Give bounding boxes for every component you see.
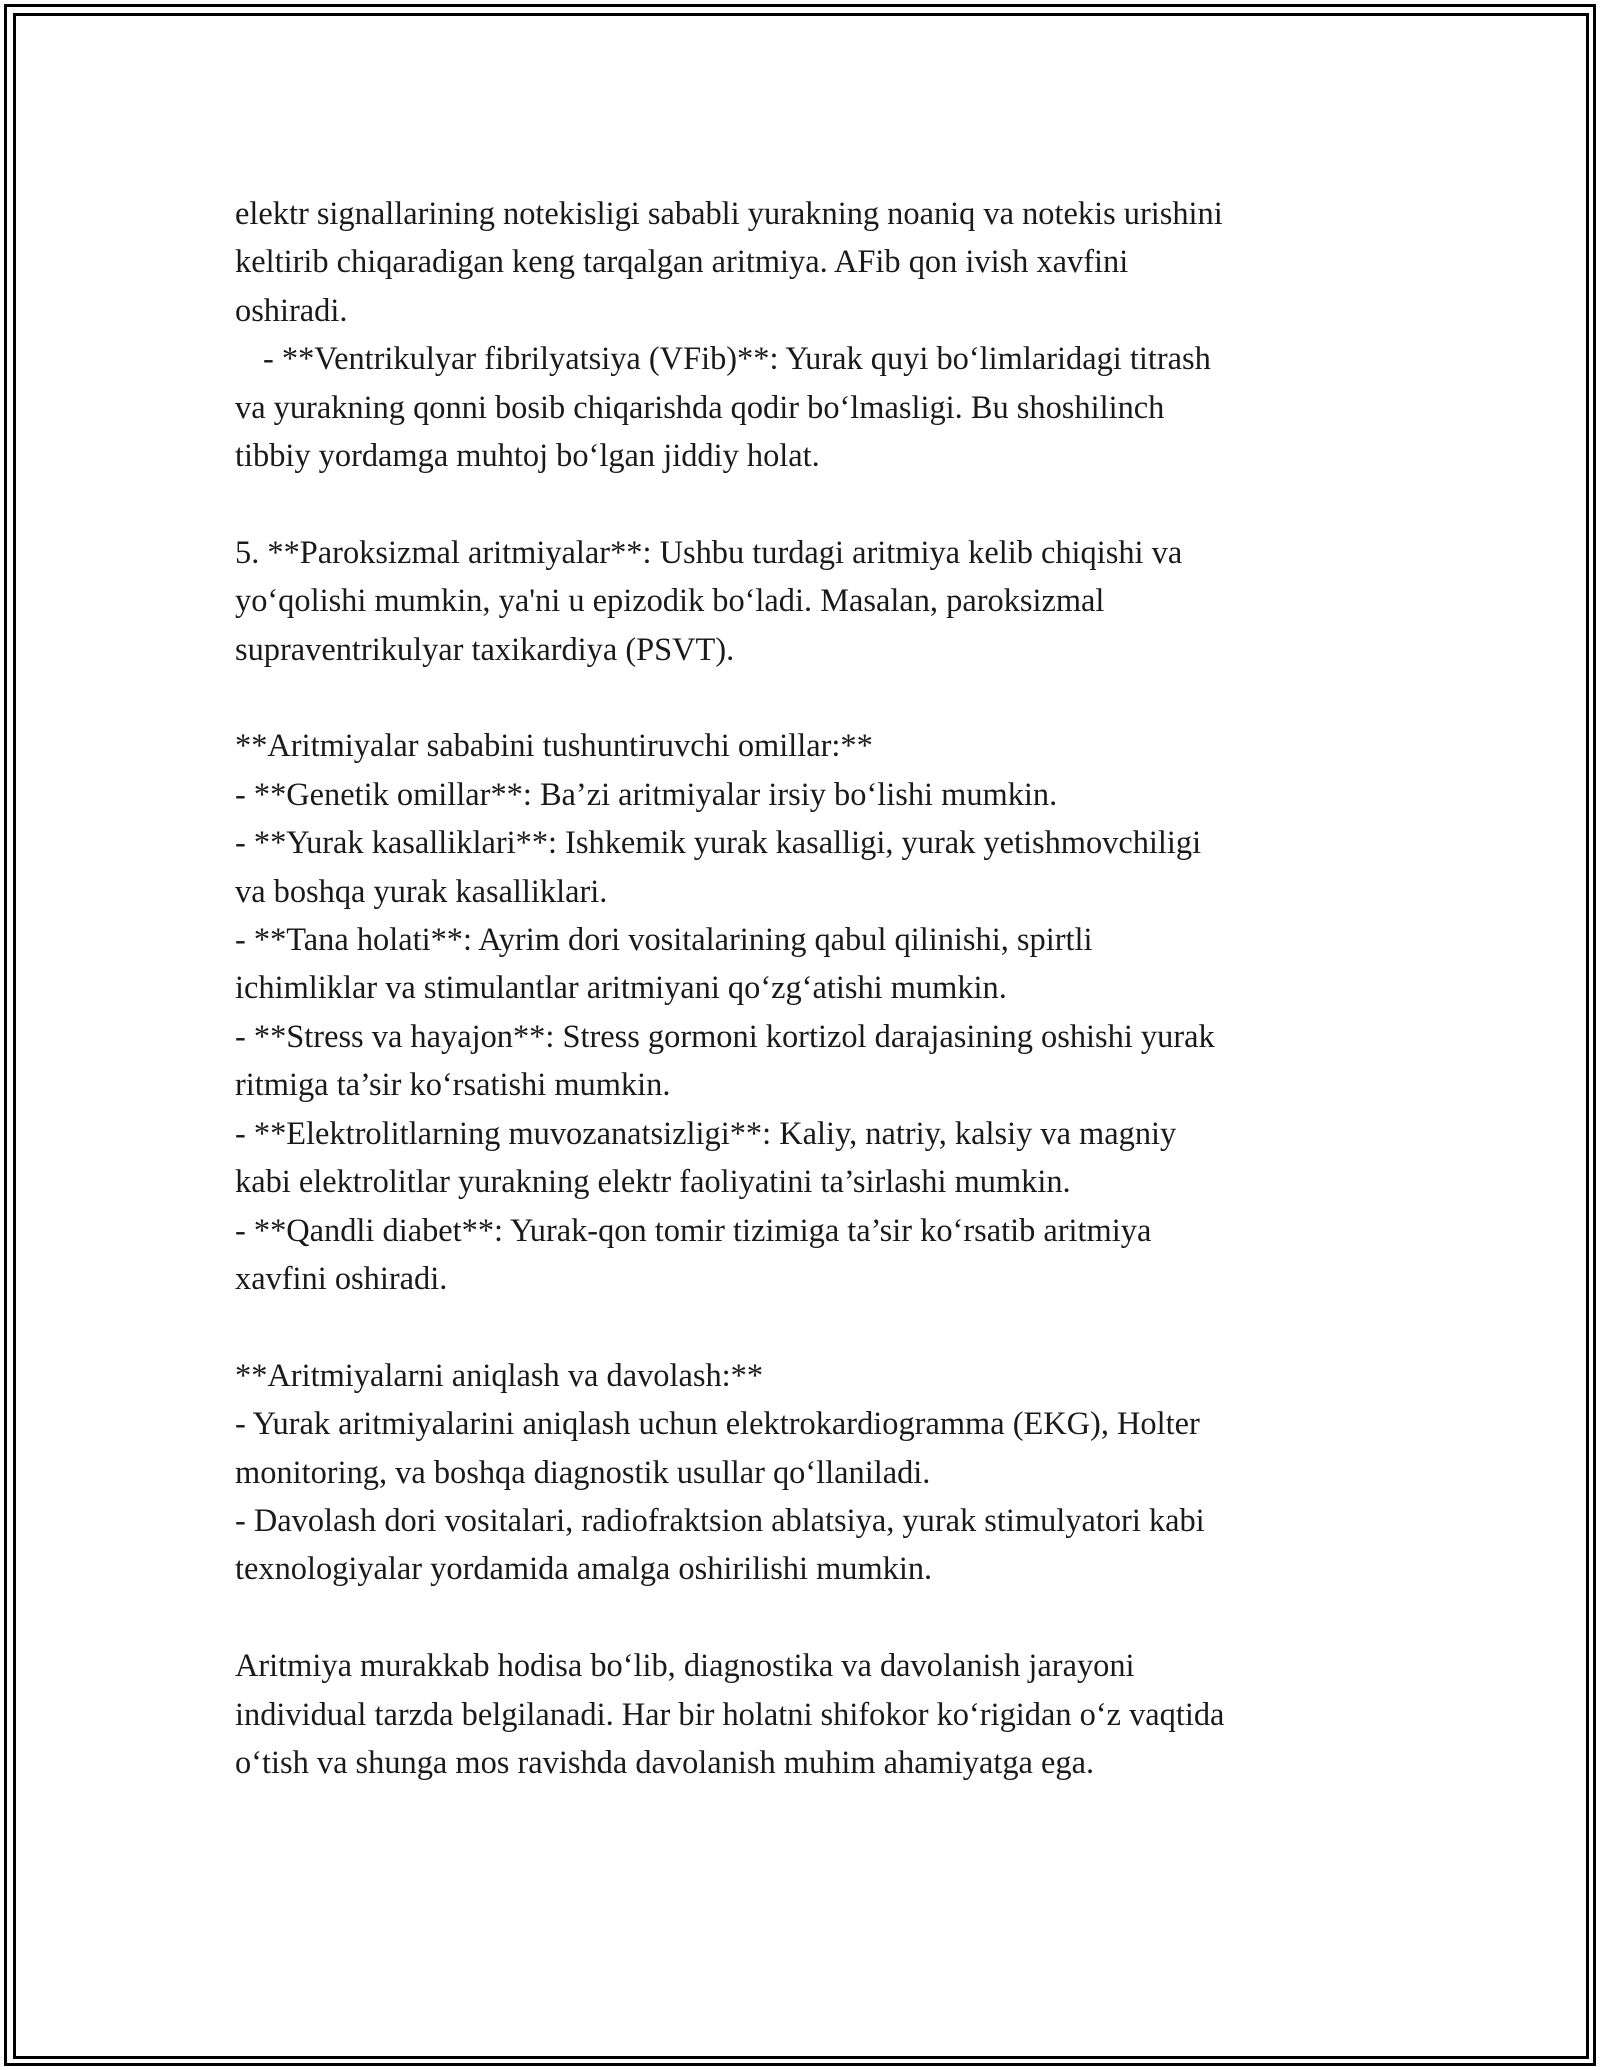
text-line: o‘tish va shunga mos ravishda davolanish muhim ahamiyatga ega. xyxy=(235,1744,1095,1781)
text-line: - **Stress va hayajon**: Stress gormoni kortizol darajasining oshishi yurak xyxy=(235,1018,1215,1055)
text-line: ritmiga ta’sir ko‘rsatishi mumkin. xyxy=(235,1067,671,1104)
text-line: - Yurak aritmiyalarini aniqlash uchun elektrokardiogramma (EKG), Holter xyxy=(235,1406,1200,1443)
text-line: Aritmiya murakkab hodisa bo‘lib, diagnostika va davolanish jarayoni xyxy=(235,1648,1135,1685)
text-line: va boshqa yurak kasalliklari. xyxy=(235,873,608,910)
text-line: oshiradi. xyxy=(235,292,348,329)
paragraph-gap xyxy=(235,1303,1375,1351)
text-line: 5. **Paroksizmal aritmiyalar**: Ushbu turdagi aritmiya kelib chiqishi va xyxy=(235,534,1183,571)
text-line: elektr signallarining notekisligi sababli yurakning noaniq va notekis urishini xyxy=(235,196,1223,232)
text-line: - Davolash dori vositalari, radiofraktsion ablatsiya, yurak stimulyatori kabi xyxy=(235,1502,1205,1539)
text-line: - **Qandli diabet**: Yurak-qon tomir tizimiga ta’sir ko‘rsatib aritmiya xyxy=(235,1212,1152,1249)
text-line: - **Ventrikulyar fibrilyatsiya (VFib)**: Yurak quyi bo‘limlaridagi titrash xyxy=(263,341,1211,378)
paragraph-gap xyxy=(235,674,1375,722)
text-line: - **Elektrolitlarning muvozanatsizligi**: Kaliy, natriy, kalsiy va magniy xyxy=(235,1115,1177,1152)
section-heading: **Aritmiyalar sababini tushuntiruvchi omillar:** xyxy=(235,728,873,765)
text-line: yo‘qolishi mumkin, ya'ni u epizodik bo‘ladi. Masalan, paroksizmal xyxy=(235,583,1105,620)
text-line: individual tarzda belgilanadi. Har bir holatni shifokor ko‘rigidan o‘z vaqtida xyxy=(235,1696,1225,1733)
text-line: va yurakning qonni bosib chiqarishda qodir bo‘lmasligi. Bu shoshilinch xyxy=(235,389,1165,426)
document-body xyxy=(235,190,1375,1787)
section-heading: **Aritmiyalarni aniqlash va davolash:** xyxy=(235,1357,764,1394)
paragraph-gap xyxy=(235,1594,1375,1642)
text-line: texnologiyalar yordamida amalga oshirilishi mumkin. xyxy=(235,1551,933,1588)
text-line: - **Genetik omillar**: Ba’zi aritmiyalar irsiy bo‘lishi mumkin. xyxy=(235,776,1058,813)
text-line: kabi elektrolitlar yurakning elektr faoliyatini ta’sirlashi mumkin. xyxy=(235,1164,1071,1201)
text-line: - **Tana holati**: Ayrim dori vositalarining qabul qilinishi, spirtli xyxy=(235,922,1093,959)
text-line: ichimliklar va stimulantlar aritmiyani qo‘zg‘atishi mumkin. xyxy=(235,970,1007,1007)
text-line: supraventrikulyar taxikardiya (PSVT). xyxy=(235,631,735,668)
text-line: tibbiy yordamga muhtoj bo‘lgan jiddiy holat. xyxy=(235,438,820,475)
text-line: monitoring, va boshqa diagnostik usullar qo‘llaniladi. xyxy=(235,1454,931,1491)
text-line: keltirib chiqaradigan keng tarqalgan aritmiya. AFib qon ivish xavfini xyxy=(235,244,1129,281)
text-line: xavfini oshiradi. xyxy=(235,1260,448,1297)
paragraph-gap xyxy=(235,480,1375,528)
text-line: - **Yurak kasalliklari**: Ishkemik yurak kasalligi, yurak yetishmovchiligi xyxy=(235,825,1202,862)
